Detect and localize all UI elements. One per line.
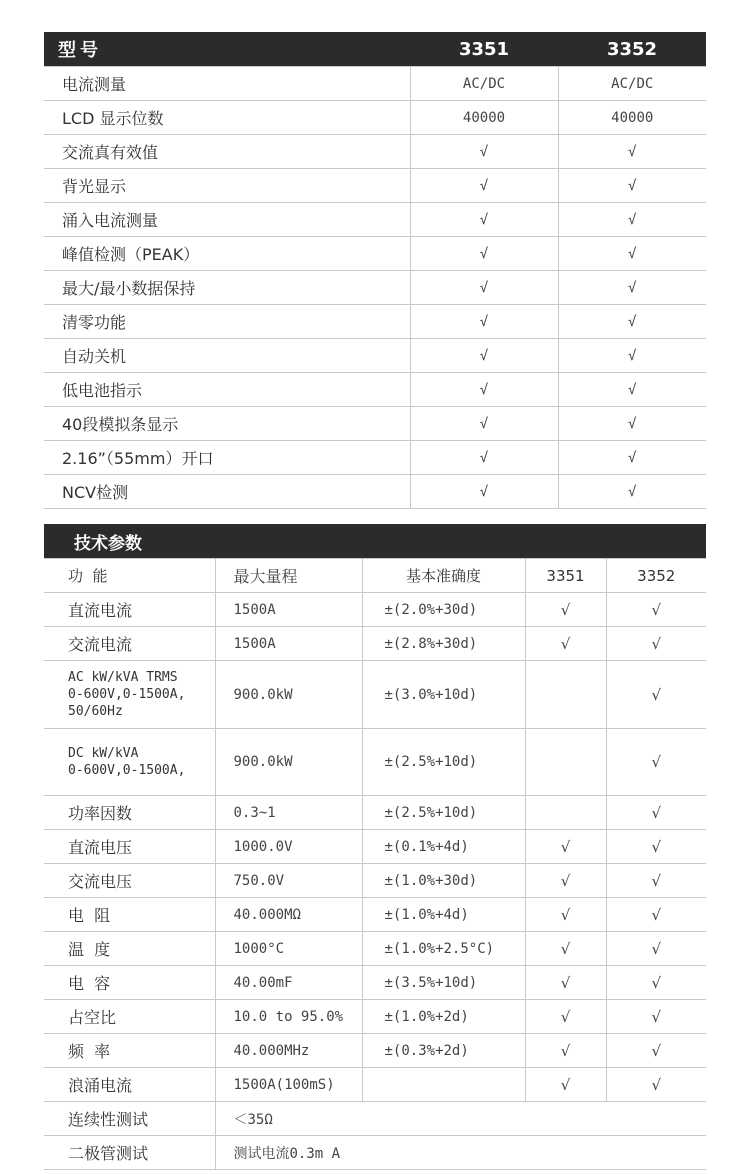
feature-value-3351: √ [410,373,558,407]
spec-function: 二极管测试 [44,1136,215,1170]
spec-accuracy [362,1068,525,1102]
spec-accuracy: ±(1.0%+30d) [362,864,525,898]
feature-value-3351: √ [410,237,558,271]
spec-range: 750.0V [215,864,362,898]
spec-check-3351: √ [525,830,606,864]
spec-function: 直流电压 [44,830,215,864]
feature-name: LCD 显示位数 [44,101,410,135]
spec-check-3352: √ [606,593,706,627]
spec-check-3352: √ [606,1068,706,1102]
feature-value-3351: √ [410,441,558,475]
col-function-header: 功 能 [44,559,215,593]
feature-name: 交流真有效值 [44,135,410,169]
spec-range: 900.0kW [215,661,362,729]
specs-column-header-row [44,559,706,593]
feature-value-3351: √ [410,271,558,305]
spec-range: 1000°C [215,932,362,966]
model-feature-row [44,271,706,305]
feature-name: 背光显示 [44,169,410,203]
spec-check-3351: √ [525,627,606,661]
spec-function: AC kW/kVA TRMS 0-600V,0-1500A, 50/60Hz [44,661,215,729]
feature-value-3352: √ [558,305,706,339]
col-accuracy-header: 基本准确度 [362,559,525,593]
spec-range: 10.0 to 95.0% [215,1000,362,1034]
spec-function: 电 容 [44,966,215,1000]
feature-value-3352: √ [558,441,706,475]
spec-row [44,593,706,627]
feature-name: 低电池指示 [44,373,410,407]
feature-name: NCV检测 [44,475,410,509]
spec-check-3352: √ [606,627,706,661]
feature-value-3352: √ [558,373,706,407]
spec-check-3352: √ [606,661,706,729]
spec-function: 占空比 [44,1000,215,1034]
spec-row [44,864,706,898]
spec-row [44,729,706,796]
spec-function: 直流电流 [44,593,215,627]
model-feature-row [44,169,706,203]
feature-name: 电流测量 [44,67,410,101]
col-3351-header: 3351 [525,559,606,593]
spec-accuracy: ±(2.5%+10d) [362,796,525,830]
spec-check-3351 [525,729,606,796]
spec-accuracy: ±(3.5%+10d) [362,966,525,1000]
spec-value: ＜35Ω [215,1102,706,1136]
model-feature-row [44,305,706,339]
feature-value-3351: √ [410,169,558,203]
spec-accuracy: ±(0.1%+4d) [362,830,525,864]
spec-accuracy: ±(2.5%+10d) [362,729,525,796]
spec-check-3351: √ [525,932,606,966]
spec-row [44,932,706,966]
feature-name: 最大/最小数据保持 [44,271,410,305]
feature-value-3351: √ [410,339,558,373]
feature-value-3351: √ [410,135,558,169]
model-feature-row [44,339,706,373]
feature-value-3352: AC/DC [558,67,706,101]
spec-function: 交流电压 [44,864,215,898]
models-table [44,32,706,509]
spec-row [44,661,706,729]
spec-function: DC kW/kVA 0-600V,0-1500A, [44,729,215,796]
spec-accuracy: ±(2.8%+30d) [362,627,525,661]
feature-value-3352: √ [558,271,706,305]
spec-row [44,898,706,932]
spec-accuracy: ±(1.0%+2.5°C) [362,932,525,966]
feature-value-3352: √ [558,339,706,373]
model-3352-header: 3352 [558,32,706,67]
feature-value-3352: √ [558,475,706,509]
spec-function: 连续性测试 [44,1102,215,1136]
feature-name: 2.16”（55mm）开口 [44,441,410,475]
feature-value-3351: √ [410,305,558,339]
feature-value-3351: √ [410,203,558,237]
feature-name: 40段模拟条显示 [44,407,410,441]
feature-name: 清零功能 [44,305,410,339]
spec-accuracy: ±(3.0%+10d) [362,661,525,729]
spec-range: 1500A(100mS) [215,1068,362,1102]
spec-check-3352: √ [606,898,706,932]
spec-accuracy: ±(2.0%+30d) [362,593,525,627]
spec-range: 40.000MΩ [215,898,362,932]
spec-check-3351: √ [525,864,606,898]
feature-value-3352: √ [558,169,706,203]
spec-row [44,627,706,661]
spec-range: 900.0kW [215,729,362,796]
specs-title: 技术参数 [44,524,706,559]
spec-check-3351: √ [525,1000,606,1034]
spec-check-3351: √ [525,898,606,932]
feature-value-3352: 40000 [558,101,706,135]
spec-check-3352: √ [606,796,706,830]
spec-check-3351: √ [525,966,606,1000]
spec-check-3351: √ [525,1068,606,1102]
spec-value: 测试电流0.3m A [215,1136,706,1170]
spec-range: 1000.0V [215,830,362,864]
spec-row [44,796,706,830]
spec-row [44,1000,706,1034]
feature-value-3352: √ [558,203,706,237]
spec-check-3352: √ [606,966,706,1000]
feature-value-3351: 40000 [410,101,558,135]
spec-range: 1500A [215,627,362,661]
feature-name: 自动关机 [44,339,410,373]
spec-extra-row [44,1136,706,1170]
spec-accuracy: ±(1.0%+2d) [362,1000,525,1034]
model-feature-row [44,135,706,169]
spec-check-3352: √ [606,932,706,966]
feature-name: 峰值检测（PEAK） [44,237,410,271]
model-3351-header: 3351 [410,32,558,67]
spec-function: 浪涌电流 [44,1068,215,1102]
spec-row [44,1034,706,1068]
feature-value-3351: √ [410,475,558,509]
specs-table [44,524,706,1170]
feature-value-3351: AC/DC [410,67,558,101]
model-feature-row [44,373,706,407]
spec-range: 40.00mF [215,966,362,1000]
feature-value-3352: √ [558,407,706,441]
spec-range: 1500A [215,593,362,627]
spec-accuracy: ±(1.0%+4d) [362,898,525,932]
spec-check-3351: √ [525,1034,606,1068]
models-header-row [44,32,706,67]
model-feature-row [44,475,706,509]
spec-function: 交流电流 [44,627,215,661]
spec-function: 频 率 [44,1034,215,1068]
spec-range: 40.000MHz [215,1034,362,1068]
spec-check-3351 [525,796,606,830]
spec-function: 功率因数 [44,796,215,830]
model-label-header: 型号 [44,32,410,67]
model-feature-row [44,203,706,237]
spec-check-3352: √ [606,1034,706,1068]
spec-extra-row [44,1102,706,1136]
spec-check-3352: √ [606,729,706,796]
spec-function: 电 阻 [44,898,215,932]
spec-row [44,966,706,1000]
model-feature-row [44,67,706,101]
spec-range: 0.3~1 [215,796,362,830]
feature-value-3352: √ [558,237,706,271]
model-feature-row [44,237,706,271]
model-feature-row [44,441,706,475]
spec-check-3351: √ [525,593,606,627]
model-feature-row [44,407,706,441]
feature-value-3351: √ [410,407,558,441]
feature-value-3352: √ [558,135,706,169]
spec-check-3352: √ [606,864,706,898]
col-range-header: 最大量程 [215,559,362,593]
spec-check-3352: √ [606,1000,706,1034]
spec-function: 温 度 [44,932,215,966]
spec-row [44,830,706,864]
feature-name: 涌入电流测量 [44,203,410,237]
specs-title-row [44,524,706,559]
spec-row [44,1068,706,1102]
col-3352-header: 3352 [606,559,706,593]
model-feature-row [44,101,706,135]
spec-accuracy: ±(0.3%+2d) [362,1034,525,1068]
spec-check-3352: √ [606,830,706,864]
spec-check-3351 [525,661,606,729]
